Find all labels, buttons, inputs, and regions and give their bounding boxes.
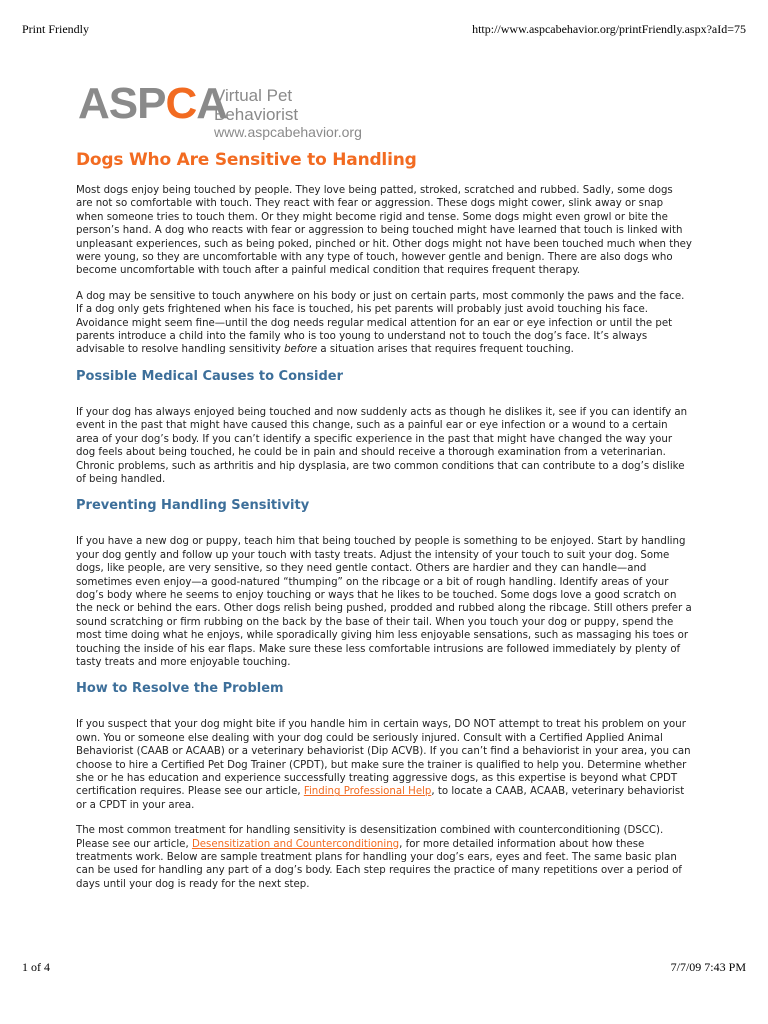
resolve-p1-before: If you suspect that your dog might bite if you handle him in certain ways, DO NOT attempt to treat his problem on your own. You or someone else dealing with your dog could be seriously injured. Consult with a Certified Applied Animal Behaviorist (CAAB or ACAAB) or a veterinary behaviorist (Dip ACVB). If you can’t find a behaviorist in your area, you can choose to hire a Certified Pet Dog Trainer (CPDT), but make sure the trainer is qualified to help you. Determine whether she or he has education and experience successfully treating aggressive dogs, as this expertise is beyond what CPDT certification requires. Please see our article, [76, 719, 691, 798]
logo-tagline [214, 86, 378, 141]
print-footer [22, 960, 746, 976]
print-timestamp: 7/7/09 7:43 PM [670, 960, 746, 974]
intro2-after: a situation arises that requires frequent touching. [317, 344, 574, 356]
print-url: http://www.aspcabehavior.org/printFriendly.aspx?aId=75 [472, 22, 746, 36]
intro2-emphasis: before [284, 344, 318, 356]
preventing-paragraph: If you have a new dog or puppy, teach him that being touched by people is something to be enjoyed. Start by handling your dog gently and follow up your touch with tasty treats. Adjust the intensity of your touch to suit your dog. Some dogs, like people, are very sensitive, so they need gentle contact. Others are hardier and they can handle—and sometimes even enjoy—a good-natured “thumping” on the ribcage or a bit of rough handling. Identify areas of your dog’s body where he seems to enjoy touching or ways that he likes to be touched. Some dogs love a good scratch on the neck or behind the ears. Other dogs relish being pushed, prodded and rubbed along the ribcage. Still others prefer a sound scratching or firm rubbing on the back by the base of their tail. When you touch your dog or puppy, spend the most time doing what he enjoys, while sporadically giving him less enjoyable sensations, such as massaging his toes or touching the inside of his ear flaps. Make sure these less comfortable intrusions are followed immediately by plenty of tasty treats and more enjoyable touching. [76, 536, 692, 668]
page-number: 1 of 4 [22, 960, 50, 974]
logo-tagline-text: Virtual Pet Behaviorist [214, 86, 299, 124]
print-title: Print Friendly [22, 22, 90, 36]
resolve-paragraph-2 [76, 824, 692, 891]
intro2-before: A dog may be sensitive to touch anywhere on his body or just on certain parts, most commonly the paws and the face. If a dog only gets frightened when his face is touched, his pet parents will probably just avoid touching his face. Avoidance might seem fine—until the dog needs regular medical attention for an ear or eye infection or until the pet parents introduce a child into the family who is too young to understand not to touch the dog’s face. It’s always advisable to resolve handling sensitivity [76, 290, 685, 356]
resolve-paragraph-1 [76, 718, 692, 812]
logo-mark-a: ASP [78, 79, 166, 128]
intro-paragraph-1: Most dogs enjoy being touched by people. They love being patted, stroked, scratched and rubbed. Sadly, some dogs are not so comfortable with touch. They react with fear or aggression. These dogs might cower, slink away or snap when someone tries to touch them. Or they might become rigid and tense. Some dogs might even growl or bite the person’s hand. A dog who reacts with fear or aggression to being touched might have learned that touch is linked with unpleasant experiences, such as being poked, pinched or hit. Other dogs might not have been touched much when they were young, so they are uncomfortable with any type of touch, however gentle and benign. There are also dogs who become uncomfortable with touch after a painful medical condition that requires frequent therapy. [76, 185, 692, 277]
intro-paragraph-2 [76, 290, 692, 357]
logo-mark-c: C [165, 79, 197, 128]
logo-site: www.aspcabehavior.org [214, 124, 362, 140]
resolve-p1-after: , to locate a CAAB, ACAAB, veterinary behaviorist or a CPDT in your area. [76, 786, 685, 811]
print-header [22, 22, 746, 38]
article-title: Dogs Who Are Sensitive to Handling [76, 150, 417, 170]
heading-resolve-problem: How to Resolve the Problem [76, 681, 284, 697]
heading-medical-causes: Possible Medical Causes to Consider [76, 368, 343, 384]
article [76, 150, 692, 903]
finding-professional-help-link[interactable]: Finding Professional Help [303, 786, 432, 798]
resolve-p2-after: , for more detailed information about how these treatments work. Below are sample treatment plans for handling your dog’s ears, eyes and feet. The same basic plan can be used for handling any part of a dog’s body. Each step requires the practice of many repetitions over a period of days until your dog is ready for the next step. [76, 838, 682, 890]
medical-causes-paragraph: If your dog has always enjoyed being touched and now suddenly acts as though he dislikes it, see if you can identify an event in the past that might have caused this change, such as a painful ear or eye infection or a wound to a certain area of your dog’s body. If you can’t identify a specific experience in the past that might have changed the way your dog feels about being touched, he could be in pain and should receive a thorough examination from a veterinarian. Chronic problems, such as arthritis and hip dysplasia, are two common conditions that can contribute to a dog’s dislike of being handled. [76, 406, 688, 485]
heading-preventing-sensitivity: Preventing Handling Sensitivity [76, 498, 310, 514]
resolve-p2-before: The most common treatment for handling sensitivity is desensitization combined with counterconditioning (DSCC). Please see our article, [76, 825, 664, 850]
logo-mark-end: A [196, 79, 228, 128]
aspca-logo [78, 79, 378, 140]
desensitization-link[interactable]: Desensitization and Counterconditioning [191, 838, 400, 850]
logo-wordmark [78, 79, 228, 128]
